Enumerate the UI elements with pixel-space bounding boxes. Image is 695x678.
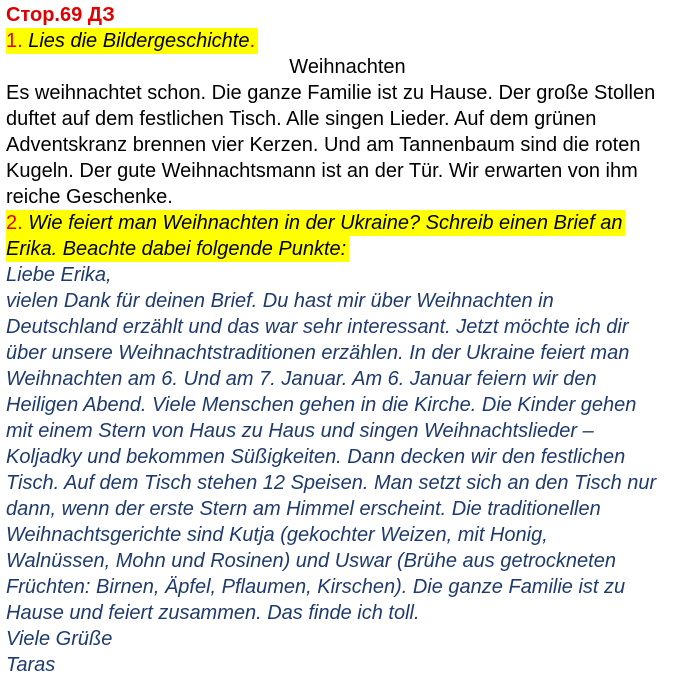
letter-line: Deutschland erzählt und das war sehr interessant. Jetzt möchte ich dir <box>6 316 629 338</box>
letter-line: Tisch. Auf dem Tisch stehen 12 Speisen. Man setzt sich an den Tisch nur <box>6 472 657 494</box>
task-1-period: . <box>249 30 256 52</box>
task-2-line-2 <box>6 236 689 262</box>
task-1-highlight <box>6 28 258 54</box>
task-1-number: 1. <box>6 30 23 52</box>
letter-line: Früchten: Birnen, Äpfel, Pflaumen, Kirschen). Die ganze Familie ist zu <box>6 576 626 598</box>
story-line: Es weihnachtet schon. Die ganze Familie ist zu Hause. Der große Stollen <box>6 82 656 104</box>
letter-signature: Taras <box>6 654 56 676</box>
letter-line: Heiligen Abend. Viele Menschen gehen in die Kirche. Die Kinder gehen <box>6 394 637 416</box>
page-heading: Стор.69 ДЗ <box>6 4 115 26</box>
task-1-line <box>6 28 689 54</box>
letter-salutation: Liebe Erika, <box>6 264 112 286</box>
task-2-line-1 <box>6 210 689 236</box>
task-2-highlight-1 <box>6 210 625 236</box>
task-2-text-line-2: Erika. Beachte dabei folgende Punkte: <box>6 238 347 260</box>
letter-line: Koljadky und bekommen Süßigkeiten. Dann decken wir den festlichen <box>6 446 626 468</box>
letter-line: vielen Dank für deinen Brief. Du hast mir über Weihnachten in <box>6 290 554 312</box>
story-line: duftet auf dem festlichen Tisch. Alle singen Lieder. Auf dem grünen <box>6 108 597 130</box>
story-line: Adventskranz brennen vier Kerzen. Und am Tannenbaum sind die roten <box>6 134 641 156</box>
letter-closing: Viele Grüße <box>6 628 113 650</box>
task-2-number: 2. <box>6 212 23 234</box>
letter-line: Weihnachten am 6. Und am 7. Januar. Am 6. Januar feiern wir den <box>6 368 597 390</box>
letter-line: dann, wenn der erste Stern am Himmel erscheint. Die traditionellen <box>6 498 601 520</box>
letter-line: Hause und feiert zusammen. Das finde ich toll. <box>6 602 420 624</box>
letter-line: Walnüssen, Mohn und Rosinen) und Uswar (Brühe aus getrockneten <box>6 550 616 572</box>
story-title: Weihnachten <box>289 56 406 78</box>
task-2-text-line-1: Wie feiert man Weihnachten in der Ukraine? Schreib einen Brief an <box>22 212 623 234</box>
story-line: Kugeln. Der gute Weihnachtsmann ist an der Tür. Wir erwarten von ihm <box>6 160 638 182</box>
task-1-text: Lies die Bildergeschichte <box>22 30 250 52</box>
story-line: reiche Geschenke. <box>6 186 173 208</box>
letter-line: mit einem Stern von Haus zu Haus und singen Weihnachtslieder – <box>6 420 594 442</box>
letter-line: Weihnachtsgerichte sind Kutja (gekochter Weizen, mit Honig, <box>6 524 548 546</box>
task-2-highlight-2 <box>6 236 349 262</box>
letter-line: über unsere Weihnachtstraditionen erzählen. In der Ukraine feiert man <box>6 342 630 364</box>
